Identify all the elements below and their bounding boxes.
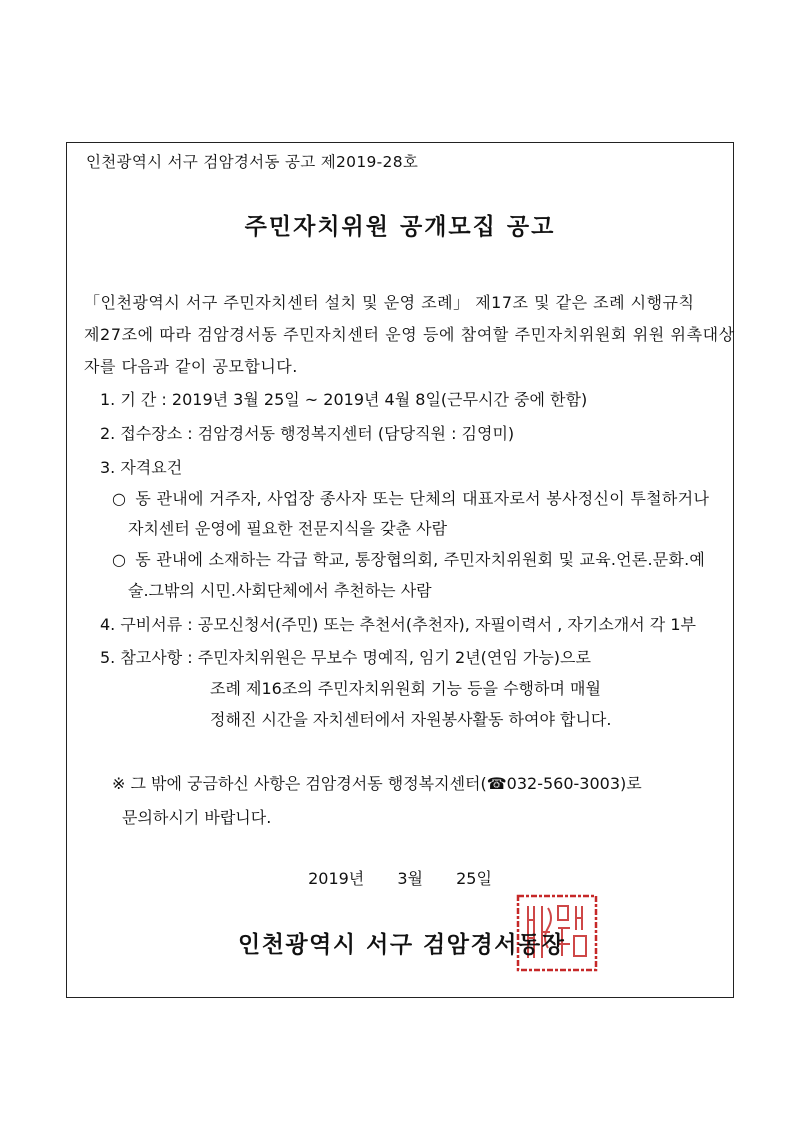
item-reference-cont-2: 정해진 시간을 자치센터에서 자원봉사활동 하여야 합니다.: [210, 710, 612, 729]
qualification-bullet-2: [112, 547, 705, 570]
bullet-circle-icon: ○: [112, 550, 127, 569]
qualification-bullet-1: [112, 486, 709, 509]
signature-issuer: 인천광역시 서구 검암경서동장: [238, 932, 566, 958]
intro-line-3: 자를 다음과 같이 공모합니다.: [84, 357, 298, 376]
item-period: 1. 기 간 : 2019년 3월 25일 ~ 2019년 4월 8일(근무시간 중에 한함): [100, 390, 588, 409]
item-place: 2. 접수장소 : 검암경서동 행정복지센터 (담당직원 : 김영미): [100, 424, 515, 443]
intro-line-1: 「인천광역시 서구 주민자치센터 설치 및 운영 조례」 제17조 및 같은 조례 시행규칙: [84, 293, 695, 312]
bullet-2-text: 동 관내에 소재하는 각급 학교, 통장협의회, 주민자치위원회 및 교육.언론.문화.예: [135, 550, 706, 569]
notice-number: 인천광역시 서구 검암경서동 공고 제2019-28호: [86, 153, 419, 171]
contact-note: ※ 그 밖에 궁금하신 사항은 검암경서동 행정복지센터(☎032-560-3003)로: [112, 774, 642, 793]
bullet-1-text: 동 관내에 거주자, 사업장 종사자 또는 단체의 대표자로서 봉사정신이 투철하거나: [135, 489, 710, 508]
date-day: 25일: [456, 869, 492, 888]
item-reference: 5. 참고사항 : 주민자치위원은 무보수 명예직, 임기 2년(연임 가능)으로: [100, 648, 591, 667]
notice-date: [0, 866, 800, 889]
date-year: 2019년: [308, 869, 365, 888]
contact-note-cont: 문의하시기 바랍니다.: [122, 808, 272, 827]
item-reference-cont-1: 조례 제16조의 주민자치위원회 기능 등을 수행하며 매월: [210, 679, 601, 698]
date-month: 3월: [397, 869, 423, 888]
bullet-2-text-cont: 술.그밖의 시민.사회단체에서 추천하는 사람: [128, 581, 432, 600]
page-title: 주민자치위원 공개모집 공고: [244, 214, 556, 240]
intro-line-2: 제27조에 따라 검암경서동 주민자치센터 운영 등에 참여할 주민자치위원회 위원 위촉대상: [84, 325, 735, 344]
bullet-1-text-cont: 자치센터 운영에 필요한 전문지식을 갖춘 사람: [128, 519, 448, 538]
item-qualification-heading: 3. 자격요건: [100, 458, 183, 477]
item-documents: 4. 구비서류 : 공모신청서(주민) 또는 추천서(추천자), 자필이력서 , 자기소개서 각 1부: [100, 615, 696, 634]
bullet-circle-icon: ○: [112, 489, 127, 508]
